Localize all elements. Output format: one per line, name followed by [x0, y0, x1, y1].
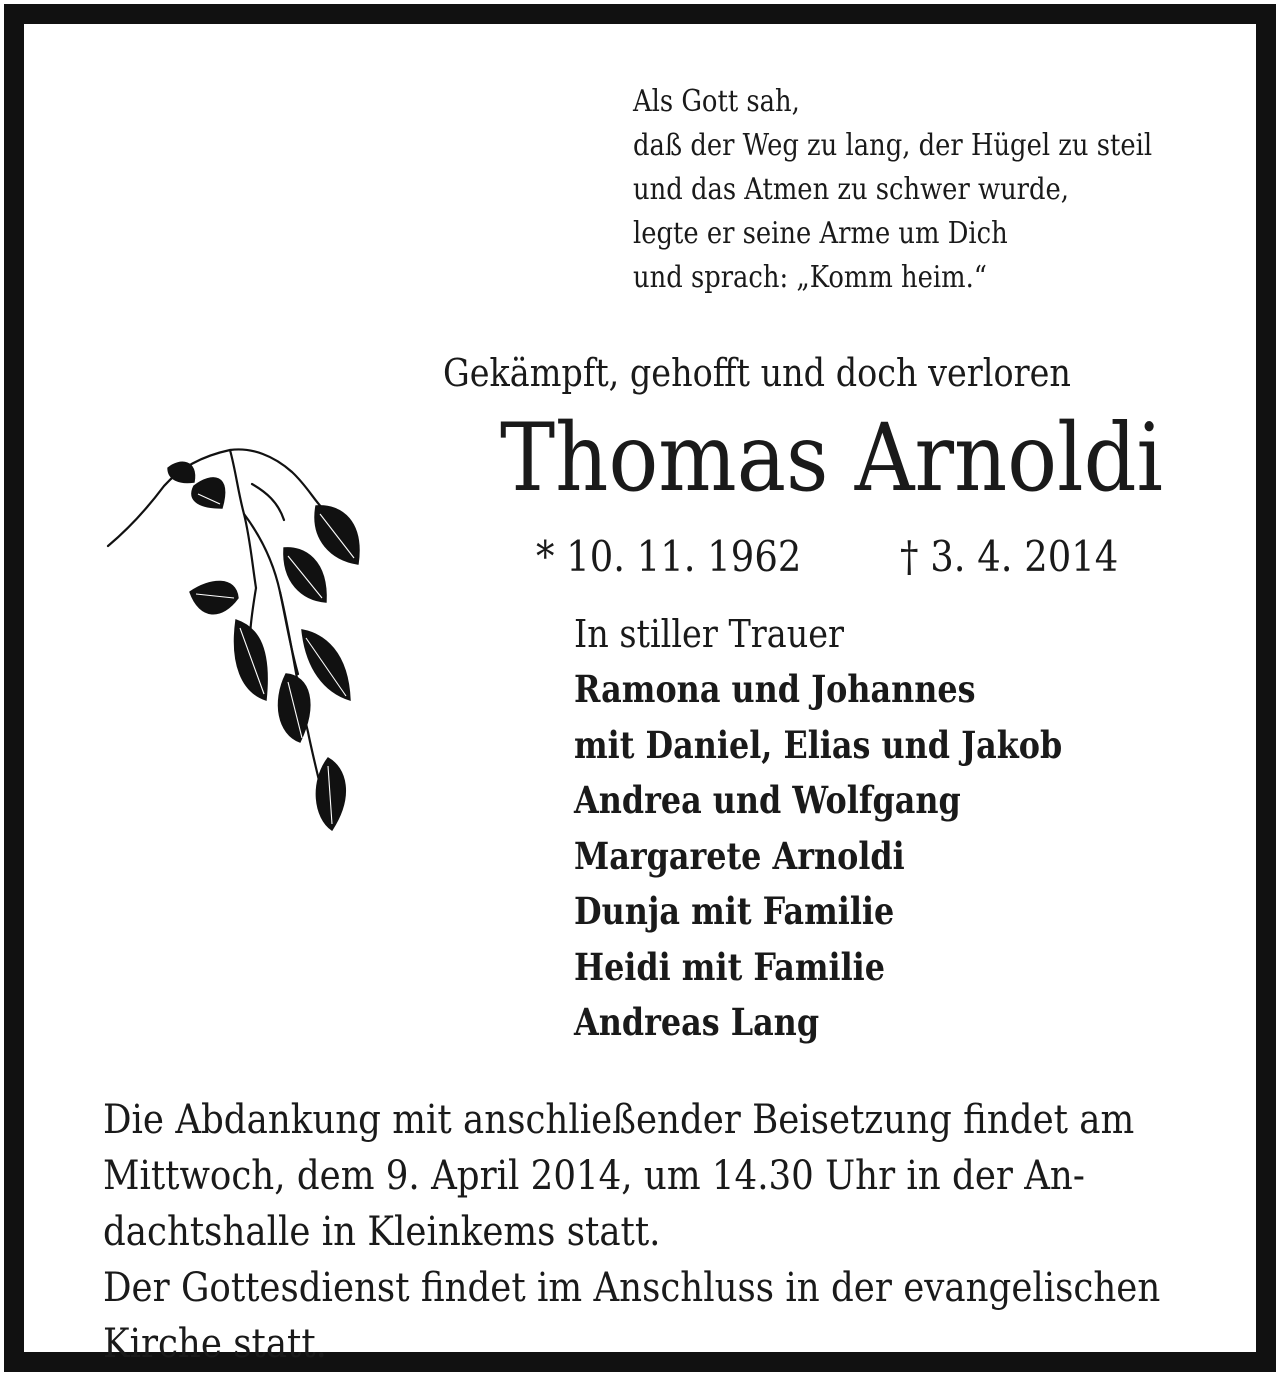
poem-line: legte er seine Arme um Dich: [633, 216, 1008, 251]
poem-line: daß der Weg zu lang, der Hügel zu steil: [633, 128, 1153, 163]
notice-line: Kirche statt.: [103, 1321, 327, 1367]
death-date: † 3. 4. 2014: [900, 532, 1119, 581]
poem-line: und das Atmen zu schwer wurde,: [633, 172, 1070, 207]
mourning-intro: In stiller Trauer: [574, 612, 845, 656]
notice-line: Mittwoch, dem 9. April 2014, um 14.30 Uhr in der An-: [103, 1153, 1085, 1199]
deceased-name: Thomas Arnoldi: [500, 404, 1163, 513]
notice-line: Der Gottesdienst findet im Anschluss in der evangelischen: [103, 1265, 1161, 1311]
mourner-name: Margarete Arnoldi: [574, 833, 905, 878]
mourner-name: Dunja mit Familie: [574, 889, 895, 933]
poem: [633, 80, 1166, 300]
funeral-notice: [103, 1092, 1224, 1372]
birth-date: * 10. 11. 1962: [536, 532, 802, 581]
obituary-frame: [4, 4, 1276, 1372]
mourner-name: Andreas Lang: [574, 1000, 820, 1044]
mourner-name: mit Daniel, Elias und Jakob: [574, 722, 1063, 767]
notice-line: Die Abdankung mit anschließender Beisetzung findet am: [103, 1097, 1135, 1143]
mourner-name: Ramona und Johannes: [574, 667, 976, 711]
motto: Gekämpft, gehofft und doch verloren: [443, 351, 1071, 395]
mourner-name: Heidi mit Familie: [574, 944, 885, 989]
mourner-name: Andrea und Wolfgang: [574, 778, 961, 822]
mourners-list: [574, 662, 1062, 1051]
poem-line: und sprach: „Komm heim.“: [633, 260, 987, 295]
leaf-branch-icon: [102, 442, 372, 837]
notice-line: dachtshalle in Kleinkems statt.: [103, 1209, 661, 1255]
poem-line: Als Gott sah,: [633, 84, 800, 119]
